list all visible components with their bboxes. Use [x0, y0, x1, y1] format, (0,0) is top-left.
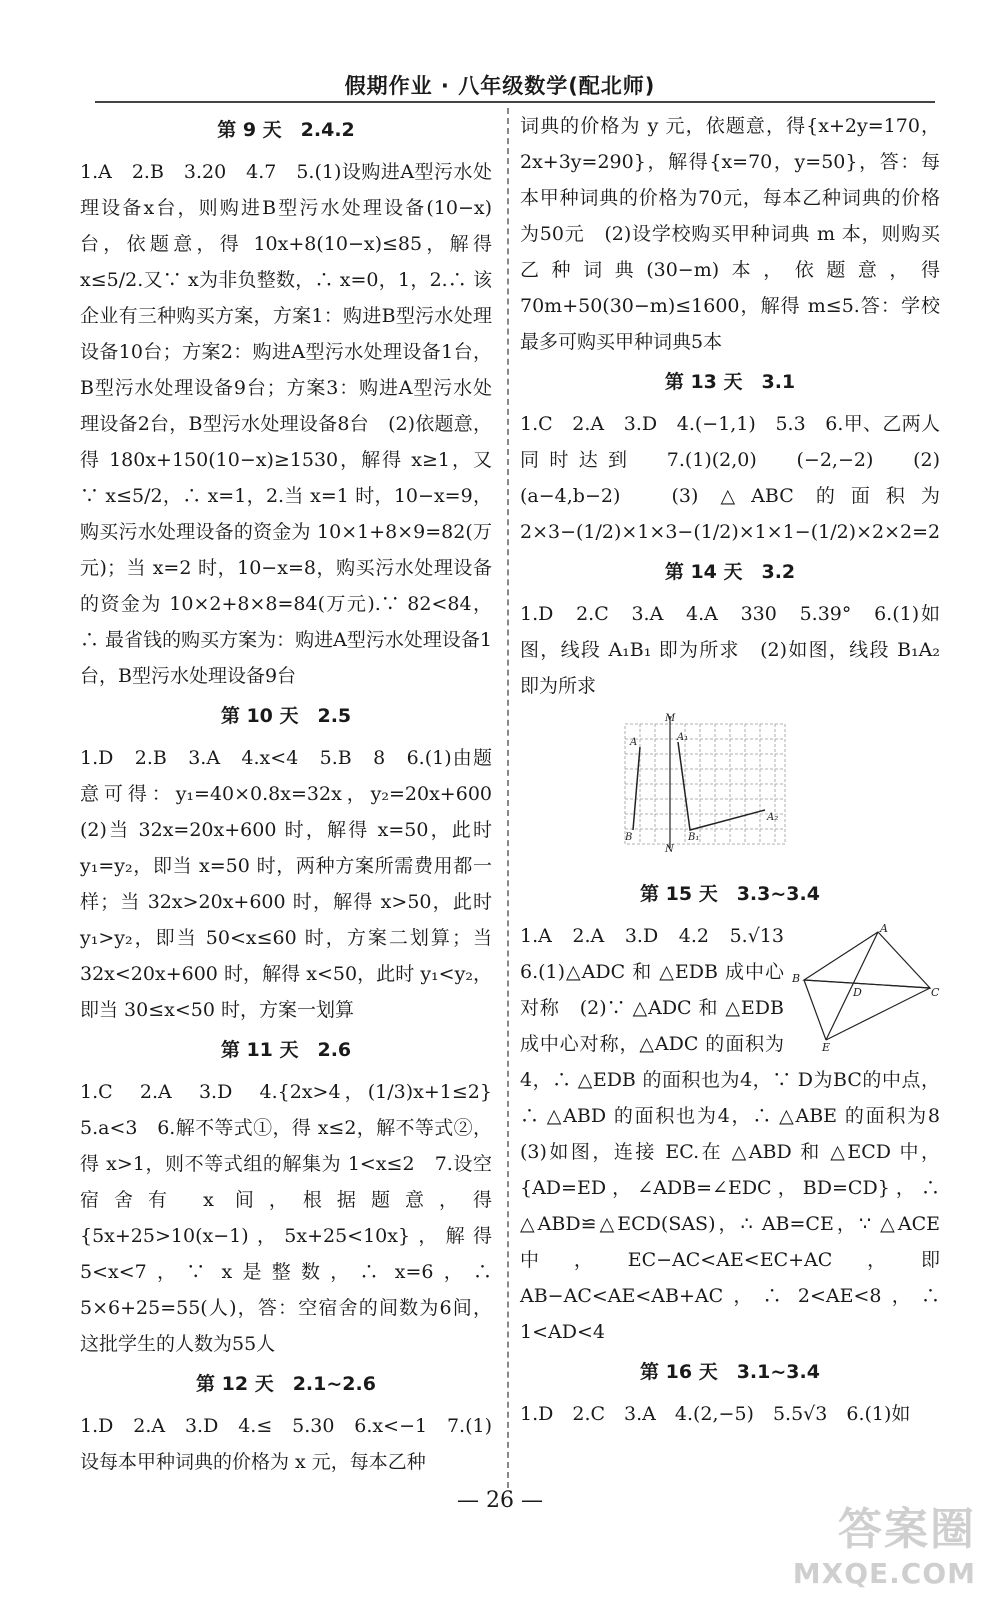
answer-text: 1.A 2.A 3.D 4.2 5.√13 6.(1)△ADC 和 △EDB 成中心对称 (2)∵ △ADC 和 △EDB 成中心对称，△ADC 的面积为4，∴ △EDB 的面积也为4，∵ D为BC的中点，∴ △ABD 的面积也为4，∴ △ABE 的面积为8 (3)如图，连接 EC.在 △ABD 和 △ECD 中，{AD=ED，∠ADB=∠EDC，BD=CD}，∴ △ABD≌△ECD(SAS)，∴ AB=CE，∵ △ACE 中，EC−AC<AE<EC+AC，即 AB−AC<AE<AB+AC，∴ 2<AE<8，∴ 1<AD<4	[520, 925, 960, 1343]
header-rule	[95, 101, 935, 103]
answer-text: 1.D 2.A 3.D 4.≤ 5.30 6.x<−1 7.(1)设每本甲种词典的价格为 x 元，每本乙种	[80, 1415, 492, 1473]
watermark-url: MXQE.COM	[792, 1557, 976, 1590]
answer-text: 1.D 2.B 3.A 4.x<4 5.B 8 6.(1)由题意可得：y₁=40×0.8x=32x，y₂=20x+600 (2)当 32x=20x+600 时，解得 x=50，此时 y₁=y₂，即当 x=50 时，两种方案所需费用都一样；当 32x>20x+600 时，解得 x>50，此时 y₁>y₂，即当 50<x≤60 时，方案二划算；当 32x<20x+600 时，解得 x<50，此时 y₁<y₂，即当 30≤x<50 时，方案一划算	[80, 747, 512, 1021]
label-N: N	[665, 844, 674, 852]
label-B: B	[792, 972, 801, 985]
answer-text: 1.A 2.B 3.20 4.7 5.(1)设购进A型污水处理设备x台，则购进B型污水处理设备(10−x)台，依题意，得 10x+8(10−x)≤85，解得 x≤5/2.又∵ x为非负整数，∴ x=0，1，2.∴ 该企业有三种购买方案，方案1：购进B型污水处理设备10台；方案2：购进A型污水处理设备1台，B型污水处理设备9台；方案3：购进A型污水处理设备2台，B型污水处理设备8台 (2)依题意，得 180x+150(10−x)≥1530，解得 x≥1，又∵ x≤5/2，∴ x=1，2.当 x=1 时，10−x=9，购买污水处理设备的资金为 10×1+8×9=82(万元)；当 x=2 时，10−x=8，购买污水处理设备的资金为 10×2+8×8=84(万元).∵ 82<84，∴ 最省钱的购买方案为：购进A型污水处理设备1台，B型污水处理设备9台	[80, 161, 492, 687]
left-column	[80, 108, 512, 1480]
answer-text: 1.D 2.C 3.A 4.(2,−5) 5.5√3 6.(1)如	[520, 1403, 911, 1425]
label-C: C	[931, 986, 940, 999]
label-A: A	[630, 737, 638, 748]
section-title: 第 9 天 2.4.2	[217, 119, 355, 141]
section-title: 第 12 天 2.1~2.6	[196, 1373, 376, 1395]
triangle-figure	[790, 922, 940, 1052]
label-M: M	[665, 713, 676, 724]
section-title: 第 14 天 3.2	[664, 561, 796, 583]
page-header: 假期作业 · 八年级数学(配北师)	[344, 74, 656, 98]
label-B1: B₁	[688, 832, 700, 843]
page-number: — 26 —	[457, 1488, 543, 1513]
label-E: E	[822, 1041, 831, 1052]
answer-text: 1.D 2.C 3.A 4.A 330 5.39° 6.(1)如图，线段 A₁B₁ 即为所求 (2)如图，线段 B₁A₂ 即为所求	[520, 603, 940, 697]
watermark-title: 答案圈	[838, 1504, 976, 1555]
section-title: 第 13 天 3.1	[664, 371, 796, 393]
watermark	[793, 1493, 976, 1590]
section-title: 第 10 天 2.5	[220, 705, 352, 727]
answer-text: 1.C 2.A 3.D 4.{2x>4，(1/3)x+1≤2} 5.a<3 6.解不等式①，得 x≤2，解不等式②，得 x>1，则不等式组的解集为 1<x≤2 7.设空宿舍有 x 间，根据题意，得{5x+25>10(x−1)，5x+25<10x}，解得 5<x<7，∵ x是整数，∴ x=6，∴ 5×6+25=55(人)，答：空宿舍的间数为6间，这批学生的人数为55人	[80, 1081, 512, 1355]
section-title: 第 16 天 3.1~3.4	[640, 1361, 820, 1383]
label-A1: A₁	[677, 732, 689, 743]
label-B: B	[625, 832, 633, 843]
label-D: D	[853, 986, 862, 999]
answer-text: 词典的价格为 y 元，依题意，得{x+2y=170，2x+3y=290}，解得{x=70，y=50}，答：每本甲种词典的价格为70元，每本乙种词典的价格为50元 (2)设学校购买甲种词典 m 本，则购买乙种词典(30−m)本，依题意，得 70m+50(30−m)≤1600，解得 m≤5.答：学校最多可购买甲种词典5本	[520, 115, 940, 353]
label-A2: A₂	[767, 812, 779, 823]
grid-figure	[615, 712, 795, 852]
answer-text: 1.C 2.A 3.D 4.(−1,1) 5.3 6.甲、乙两人同时达到 7.(1)(2,0) (−2,−2) (2)(a−4,b−2) (3) △ABC 的面积为 2×3−(1/2)×1×3−(1/2)×1×1−(1/2)×2×2=2	[520, 413, 941, 543]
section-title: 第 11 天 2.6	[220, 1039, 352, 1061]
right-column	[520, 108, 960, 1432]
section-title: 第 15 天 3.3~3.4	[640, 883, 820, 905]
label-A: A	[880, 922, 888, 935]
